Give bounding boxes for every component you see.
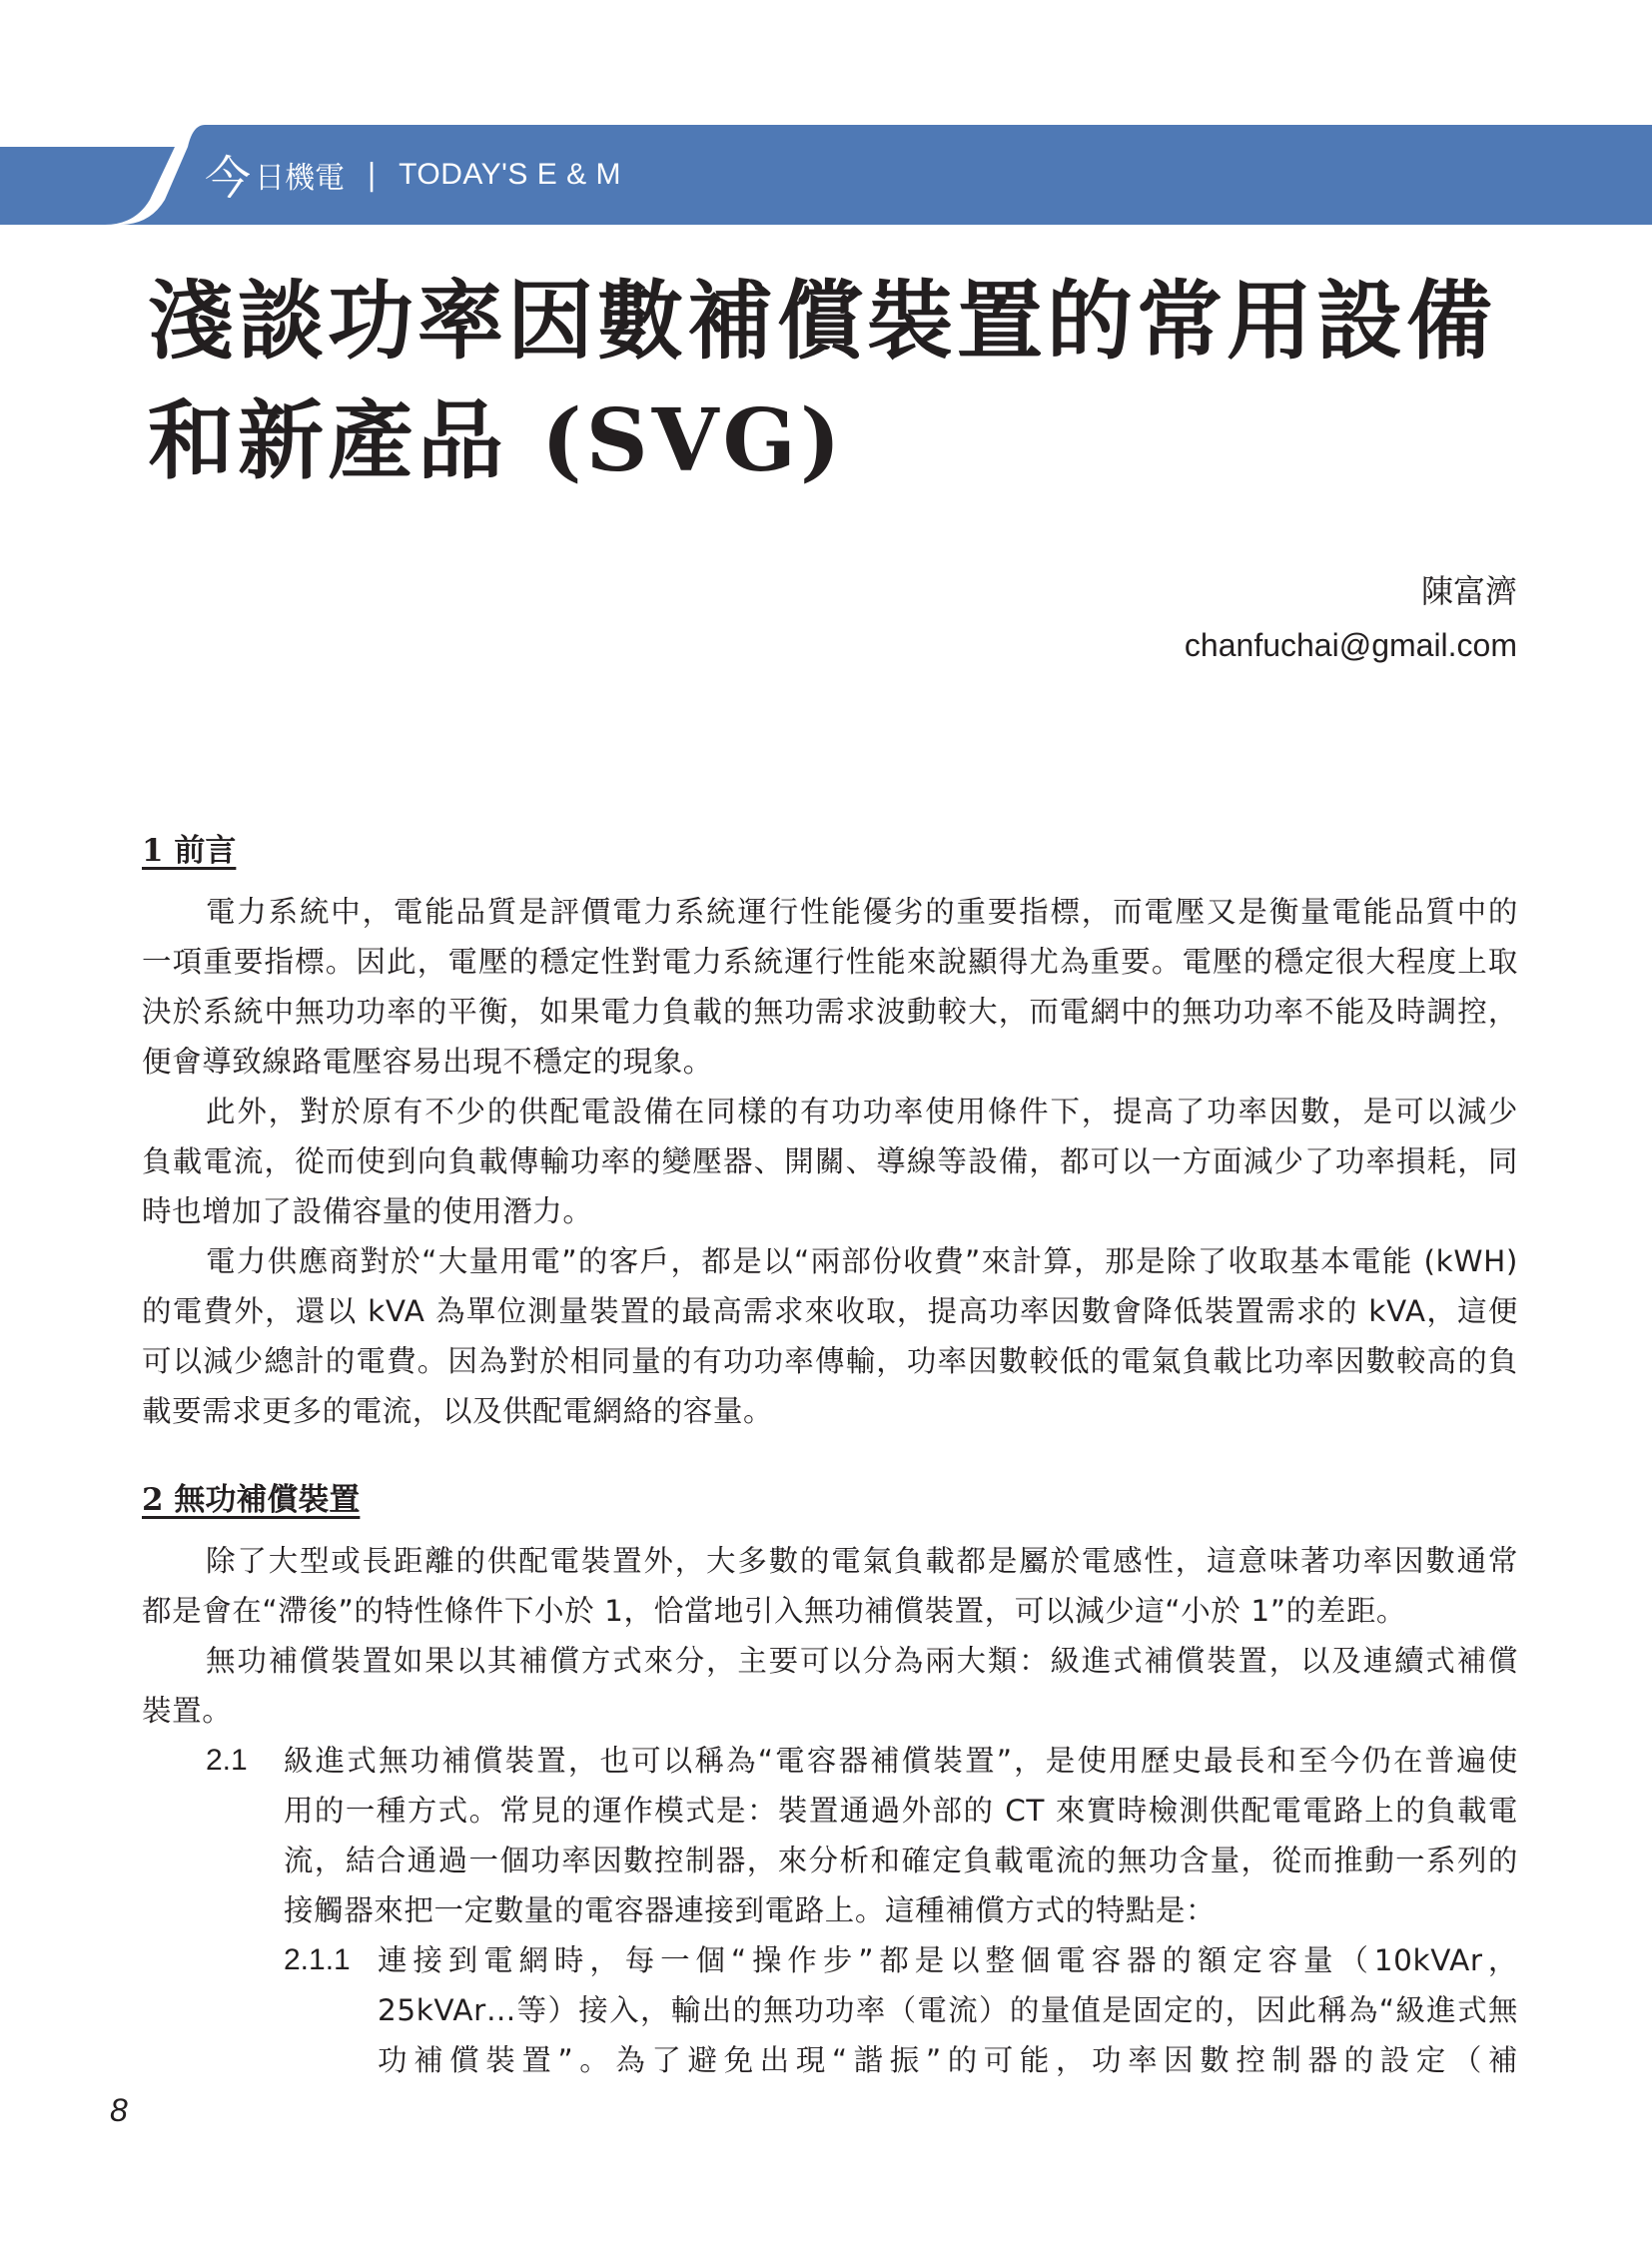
text-line: 負載電流，從而使到向負載傳輸功率的變壓器、開關、導線等設備，都可以一方面減少了功率損耗，同 — [142, 1144, 1518, 1178]
article-title — [148, 262, 1496, 501]
page-number: 8 — [110, 2092, 128, 2128]
text-line: 的電費外，還以 kVA 為單位測量裝置的最高需求來收取，提高功率因數會降低裝置需求的 kVA，這便 — [142, 1294, 1518, 1328]
header-banner — [0, 125, 1652, 225]
text-line: 可以減少總計的電費。因為對於相同量的有功功率傳輸，功率因數較低的電氣負載比功率因數較高的負 — [142, 1344, 1518, 1378]
text-line: 決於系統中無功功率的平衡，如果電力負載的無功需求波動較大，而電網中的無功功率不能及時調控， — [142, 995, 1518, 1029]
text-line: 功補償裝置”。為了避免出現“諧振”的可能，功率因數控制器的設定（補 — [378, 2043, 1518, 2077]
paragraph — [142, 1236, 1518, 1436]
paragraph — [142, 1636, 1518, 1736]
text-line: 載要需求更多的電流，以及供配電網絡的容量。 — [142, 1394, 774, 1428]
list-item-text — [378, 1935, 1518, 2085]
paragraph — [142, 1536, 1518, 1636]
text-line: 除了大型或長距離的供配電裝置外，大多數的電氣負載都是屬於電感性，這意味著功率因數通常 — [206, 1544, 1518, 1578]
title-line-1: 淺談功率因數補償裝置的常用設備 — [148, 271, 1496, 372]
brand-english: TODAY'S E & M — [399, 158, 621, 191]
text-line: 25kVAr…等）接入，輸出的無功功率（電流）的量值是固定的，因此稱為“級進式無 — [378, 1993, 1518, 2027]
header-brand — [205, 125, 621, 225]
text-line: 裝置。 — [142, 1694, 233, 1728]
list-item-text — [284, 1736, 1518, 1935]
text-line: 都是會在“滯後”的特性條件下小於 1，恰當地引入無功補償裝置，可以減少這“小於 1”的差距。 — [142, 1594, 1407, 1628]
title-line-2: 和新產品 (SVG) — [148, 390, 845, 491]
section-heading-reactive-compensation: 2 無功補償裝置 — [142, 1482, 361, 1518]
text-line: 時也增加了設備容量的使用潛力。 — [142, 1194, 593, 1228]
brand-name: 日機電 — [255, 161, 345, 196]
text-line: 電力供應商對於“大量用電”的客戶，都是以“兩部份收費”來計算，那是除了收取基本電能 (kWH) — [206, 1244, 1518, 1278]
item-number: 2.1.1 — [284, 1943, 351, 1976]
text-line: 無功補償裝置如果以其補償方式來分，主要可以分為兩大類：級進式補償裝置，以及連續式補償 — [206, 1644, 1518, 1678]
text-line: 一項重要指標。因此，電壓的穩定性對電力系統運行性能來說顯得尤為重要。電壓的穩定很大程度上取 — [142, 945, 1518, 979]
item-number: 2.1 — [206, 1744, 248, 1777]
author-block — [1185, 564, 1517, 672]
brand-big-char: 今 — [205, 151, 251, 205]
text-line: 此外，對於原有不少的供配電設備在同樣的有功功率使用條件下，提高了功率因數，是可以減少 — [206, 1095, 1518, 1128]
paragraph — [142, 887, 1518, 1087]
text-line: 便會導致線路電壓容易出現不穩定的現象。 — [142, 1045, 713, 1079]
text-line: 連接到電網時，每一個“操作步”都是以整個電容器的額定容量（10kVAr， — [378, 1943, 1518, 1977]
text-line: 級進式無功補償裝置，也可以稱為“電容器補償裝置”，是使用歷史最長和至今仍在普遍使 — [284, 1744, 1518, 1778]
section-heading-intro: 1 前言 — [142, 833, 237, 869]
text-line: 電力系統中，電能品質是評價電力系統運行性能優劣的重要指標，而電壓又是衡量電能品質中的 — [206, 895, 1518, 929]
brand-separator: | — [367, 157, 378, 193]
author-name: 陳富濟 — [1420, 572, 1517, 610]
text-line: 接觸器來把一定數量的電容器連接到電路上。這種補償方式的特點是： — [284, 1893, 1217, 1927]
text-line: 用的一種方式。常見的運作模式是：裝置通過外部的 CT 來實時檢測供配電電路上的負載電 — [284, 1794, 1518, 1828]
paragraph — [142, 1087, 1518, 1236]
text-line: 流，結合通過一個功率因數控制器，來分析和確定負載電流的無功含量，從而推動一系列的 — [284, 1844, 1518, 1877]
author-email: chanfuchai@gmail.com — [1184, 627, 1517, 663]
